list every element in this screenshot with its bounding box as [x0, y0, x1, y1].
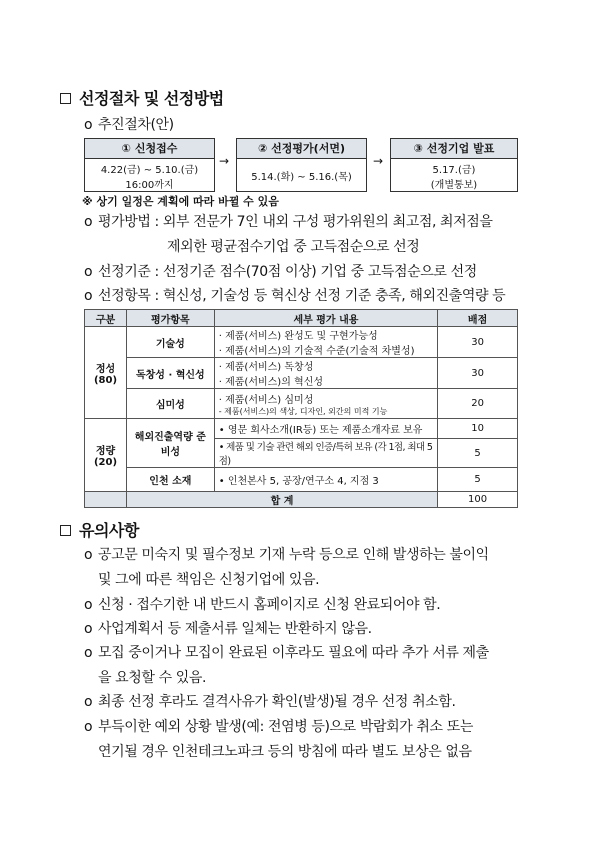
detail-line: · 제품(서비스) 심미성: [218, 394, 314, 406]
group-cell: [85, 419, 127, 492]
bullet-text: 공고문 미숙지 및 필수정보 기재 누락 등으로 인해 발생하는 불이익: [98, 547, 489, 563]
bullet-mark: o: [84, 214, 93, 230]
bullet-mark: o: [84, 694, 93, 710]
bullet-mark: o: [84, 621, 93, 637]
table-row: [85, 468, 518, 492]
bullet-text: 평가방법 : 외부 전문가 7인 내외 구성 평가위원의 최고점, 최저점을: [98, 214, 493, 230]
item-cell: 인천 소재: [126, 468, 214, 492]
column-header: 배점: [438, 310, 518, 327]
detail-cell: [214, 327, 437, 358]
bullet-item: [84, 211, 493, 231]
detail-cell: • 영문 회사소개(IR등) 또는 제품소개자료 보유: [214, 419, 437, 439]
process-step-1: [84, 138, 215, 192]
bullet-continuation: 및 그에 따른 책임은 신청기업에 있음.: [98, 572, 320, 588]
bullet-mark: o: [84, 645, 93, 661]
process-step-date: 4.22(금) ~ 5.10.(금): [100, 165, 199, 176]
process-step-label: ③ 선정기업 발표: [391, 139, 517, 159]
section-title-notes: [60, 518, 139, 541]
bullet-mark: o: [84, 264, 93, 280]
detail-cell: • 인천본사 5, 공장/연구소 4, 지점 3: [214, 468, 437, 492]
bullet-mark: o: [84, 288, 93, 304]
column-header: 평가항목: [126, 310, 214, 327]
bullet-mark: o: [84, 117, 93, 133]
arrow-right-icon: →: [373, 154, 384, 168]
detail-line: · 제품(서비스)의 기술적 수준(기술적 차별성): [218, 346, 415, 357]
group-score: (20): [93, 457, 118, 468]
points-cell: 30: [438, 327, 518, 358]
process-step-body: [85, 159, 214, 193]
detail-cell: [214, 358, 437, 389]
bullet-text: 신청 · 접수기한 내 반드시 홈페이지로 신청 완료되어야 함.: [98, 597, 441, 613]
bullet-item: [84, 285, 505, 305]
table-header-row: [85, 310, 518, 327]
section-title-text: 선정절차 및 선정방법: [79, 89, 224, 108]
points-cell: 30: [438, 358, 518, 389]
schedule-note: ※ 상기 일정은 계획에 따라 바뀔 수 있음: [82, 195, 279, 208]
total-label: 합 계: [126, 492, 437, 508]
total-value: 100: [438, 492, 518, 508]
bullet-item: [84, 618, 372, 638]
total-spacer-cell: [85, 492, 127, 508]
bullet-item: [84, 544, 489, 564]
group-name: 정성: [95, 363, 116, 375]
points-cell: 5: [438, 439, 518, 468]
item-cell: 심미성: [126, 389, 214, 419]
bullet-text: 선정기준 : 선정기준 점수(70점 이상) 기업 중 고득점순으로 선정: [98, 264, 477, 280]
arrow-right-icon: →: [219, 154, 230, 168]
table-total-row: [85, 492, 518, 508]
bullet-continuation: 제외한 평균점수기업 중 고득점순으로 선정: [167, 239, 420, 255]
item-cell: 해외진출역량 준비성: [126, 419, 214, 468]
table-row: [85, 419, 518, 439]
table-row: [85, 327, 518, 358]
table-row: [85, 358, 518, 389]
detail-line: · 제품(서비스)의 혁신성: [218, 377, 324, 388]
detail-line: · 제품(서비스) 독창성: [218, 362, 314, 373]
table-row: [85, 389, 518, 419]
sub-heading-text: 추진절차(안): [98, 117, 174, 133]
item-cell: 독창성 · 혁신성: [126, 358, 214, 389]
detail-line: · 제품(서비스) 완성도 및 구현가능성: [218, 331, 378, 342]
group-score: (80): [93, 374, 118, 386]
points-cell: 10: [438, 419, 518, 439]
bullet-text: 부득이한 예외 상황 발생(예: 전염병 등)으로 박람회가 취소 또는: [98, 719, 473, 735]
process-step-body: [391, 159, 517, 193]
bullet-item: [84, 594, 440, 614]
bullet-mark: o: [84, 597, 93, 613]
process-step-date: 5.14.(화) ~ 5.16.(목): [251, 172, 352, 183]
points-cell: 5: [438, 468, 518, 492]
bullet-text: 사업계획서 등 제출서류 일체는 반환하지 않음.: [98, 621, 372, 637]
process-step-label: ② 선정평가(서면): [237, 139, 366, 159]
bullet-mark: o: [84, 719, 93, 735]
detail-line: - 제품(서비스)의 색상, 디자인, 외간의 미적 기능: [218, 406, 388, 416]
bullet-text: 선정항목 : 혁신성, 기술성 등 혁신상 선정 기준 충족, 해외진출역량 등: [98, 288, 506, 304]
process-step-2: [236, 138, 367, 192]
item-cell: 기술성: [126, 327, 214, 358]
bullet-item: [84, 691, 456, 711]
process-step-body: [237, 159, 366, 185]
square-bullet-icon: [60, 93, 71, 104]
detail-cell: [214, 389, 437, 419]
bullet-item: [84, 716, 473, 736]
bullet-continuation: 연기될 경우 인천테크노파크 등의 방침에 따라 별도 보상은 없음: [98, 744, 472, 760]
column-header: 구분: [85, 310, 127, 327]
bullet-item: [84, 642, 489, 662]
square-bullet-icon: [60, 525, 71, 536]
bullet-text: 최종 선정 후라도 결격사유가 확인(발생)될 경우 선정 취소함.: [98, 694, 456, 710]
column-header: 세부 평가 내용: [214, 310, 437, 327]
group-cell: [85, 327, 127, 419]
process-step-label: ① 신청접수: [85, 139, 214, 159]
bullet-continuation: 을 요청할 수 있음.: [98, 670, 207, 686]
detail-cell: • 제품 및 기술 관련 해외 인증/특허 보유 (각 1점, 최대 5점): [214, 439, 437, 468]
bullet-item: [84, 261, 477, 281]
section-title-procedure: [60, 86, 224, 109]
evaluation-table: [84, 309, 518, 508]
process-step-time: 16:00까지: [125, 180, 174, 191]
bullet-text: 모집 중이거나 모집이 완료된 이후라도 필요에 따라 추가 서류 제출: [98, 645, 489, 661]
process-step-note: (개별통보): [430, 180, 478, 191]
process-step-3: [390, 138, 518, 192]
group-name: 정량: [95, 446, 116, 457]
section-title-text: 유의사항: [79, 521, 139, 540]
sub-heading: [84, 114, 174, 134]
process-step-date: 5.17.(금): [432, 165, 476, 176]
bullet-mark: o: [84, 547, 93, 563]
points-cell: 20: [438, 389, 518, 419]
